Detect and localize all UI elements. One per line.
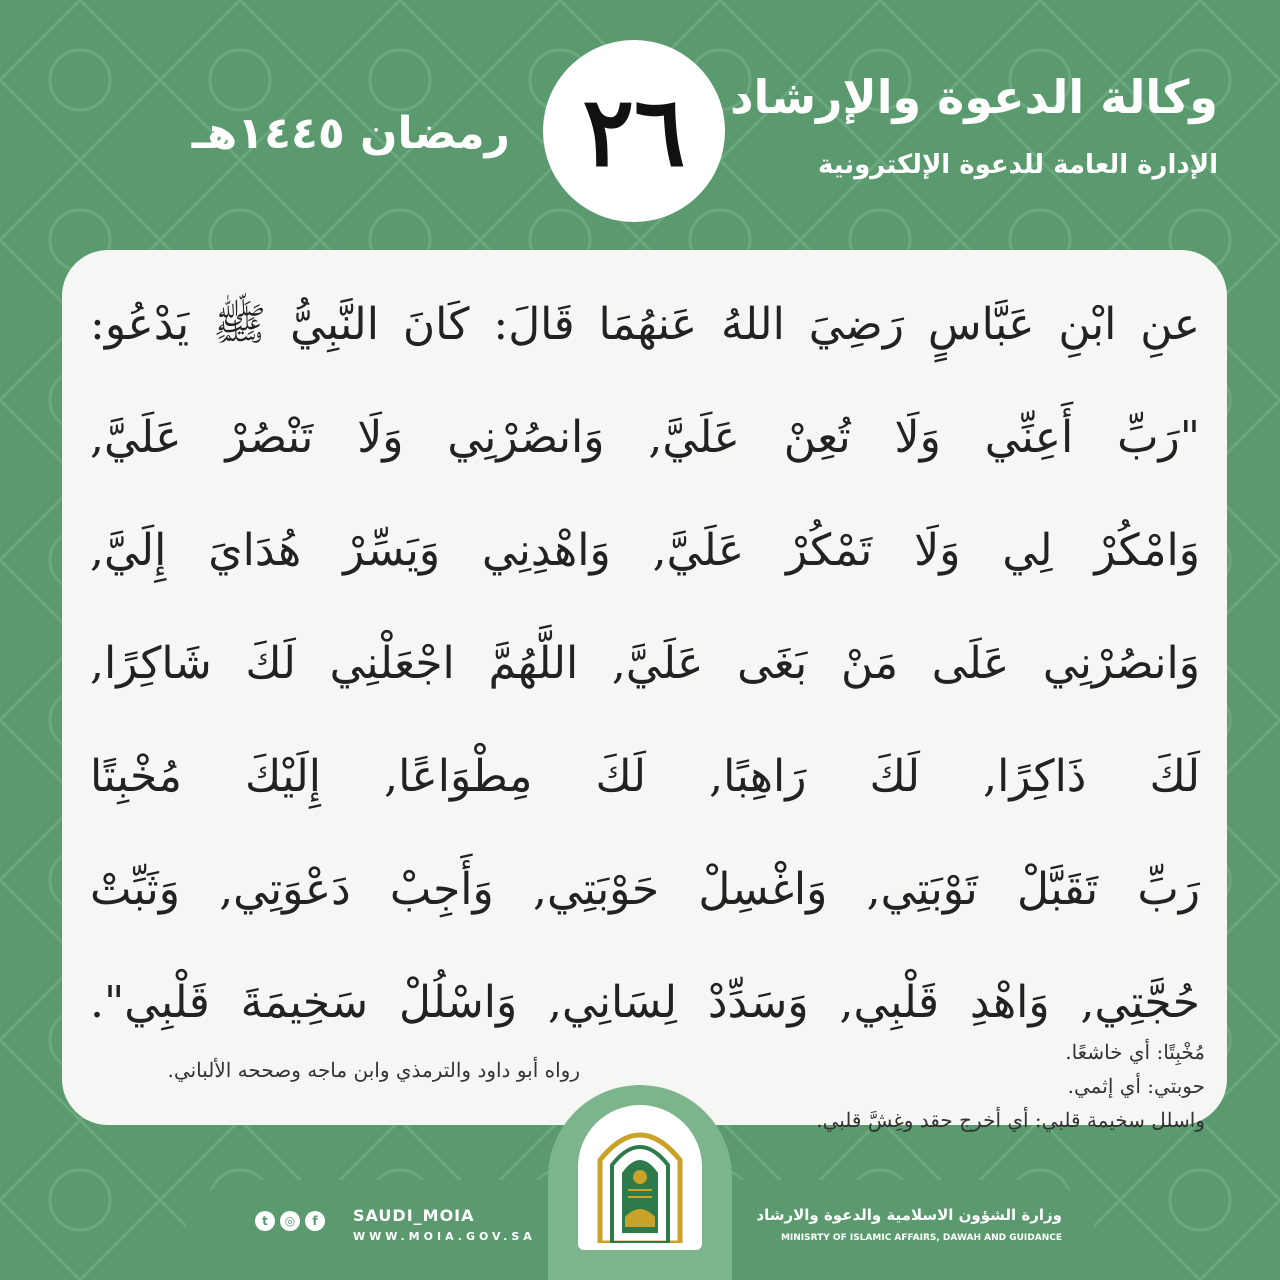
hadith-line: عنِ ابْنِ عَبَّاسٍ رَضِيَ اللهُ عَنهُمَا قَالَ: كَانَ النَّبِيُّ ﷺ يَدْعُو: [90, 299, 1200, 350]
hadith-text [80, 268, 1210, 1059]
note-item: واسلل سخيمة قلبي: أي أخرج حقد وغِشَّ قلبي. [816, 1108, 1205, 1132]
ministry-name-en: MINISRTY OF ISLAMIC AFFAIRS, DAWAH AND GUIDANCE [780, 1233, 1062, 1243]
hadith-line: لَكَ ذَاكِرًا, لَكَ رَاهِبًا, لَكَ مِطْوَاعًا, إِلَيْكَ مُخْبِتًا [90, 751, 1200, 802]
day-number: ٢٦ [582, 74, 686, 188]
agency-subtitle: الإدارة العامة للدعوة الإلكترونية [817, 150, 1218, 180]
social-icons [255, 1211, 325, 1231]
glossary-notes [785, 1035, 1205, 1137]
hadith-line: وَانصُرْنِي عَلَى مَنْ بَغَى عَلَيَّ, اللَّهُمَّ اجْعَلْنِي لَكَ شَاكِرًا, [90, 638, 1200, 689]
hadith-line: "رَبِّ أَعِنِّي وَلَا تُعِنْ عَلَيَّ, وَانصُرْنِي وَلَا تَنْصُرْ عَلَيَّ, [90, 412, 1200, 463]
instagram-icon[interactable]: ◎ [280, 1211, 300, 1231]
hadith-line: رَبِّ تَقَبَّلْ تَوْبَتِي, وَاغْسِلْ حَوْبَتِي, وَأَجِبْ دَعْوَتِي, وَثَبِّتْ [90, 864, 1200, 915]
hijri-date: رمضان ١٤٤٥هـ [191, 108, 510, 159]
hadith-source: رواه أبو داود والترمذي وابن ماجه وصححه الألباني. [167, 1058, 580, 1082]
social-handle[interactable]: SAUDI_MOIA [353, 1206, 475, 1225]
twitter-icon[interactable]: t [255, 1211, 275, 1231]
facebook-icon[interactable]: f [305, 1211, 325, 1231]
hadith-line: حُجَّتِي, وَاهْدِ قَلْبِي, وَسَدِّدْ لِسَانِي, وَاسْلُلْ سَخِيمَةَ قَلْبِي". [90, 977, 1200, 1028]
note-item: مُخْبِتًا: أي خاشعًا. [1065, 1040, 1205, 1064]
ministry-name-ar: وزارة الشؤون الاسلامية والدعوة والارشاد [756, 1206, 1062, 1224]
website-link[interactable]: WWW.MOIA.GOV.SA [353, 1230, 536, 1243]
day-badge [543, 40, 725, 222]
agency-title: وكالة الدعوة والإرشاد [729, 70, 1218, 124]
note-item: حوبتي: أي إثمي. [1067, 1074, 1205, 1098]
ministry-logo-icon [590, 1115, 690, 1243]
hadith-line: وَامْكُرْ لِي وَلَا تَمْكُرْ عَلَيَّ, وَاهْدِنِي وَيَسِّرْ هُدَايَ إِلَيَّ, [90, 525, 1200, 576]
